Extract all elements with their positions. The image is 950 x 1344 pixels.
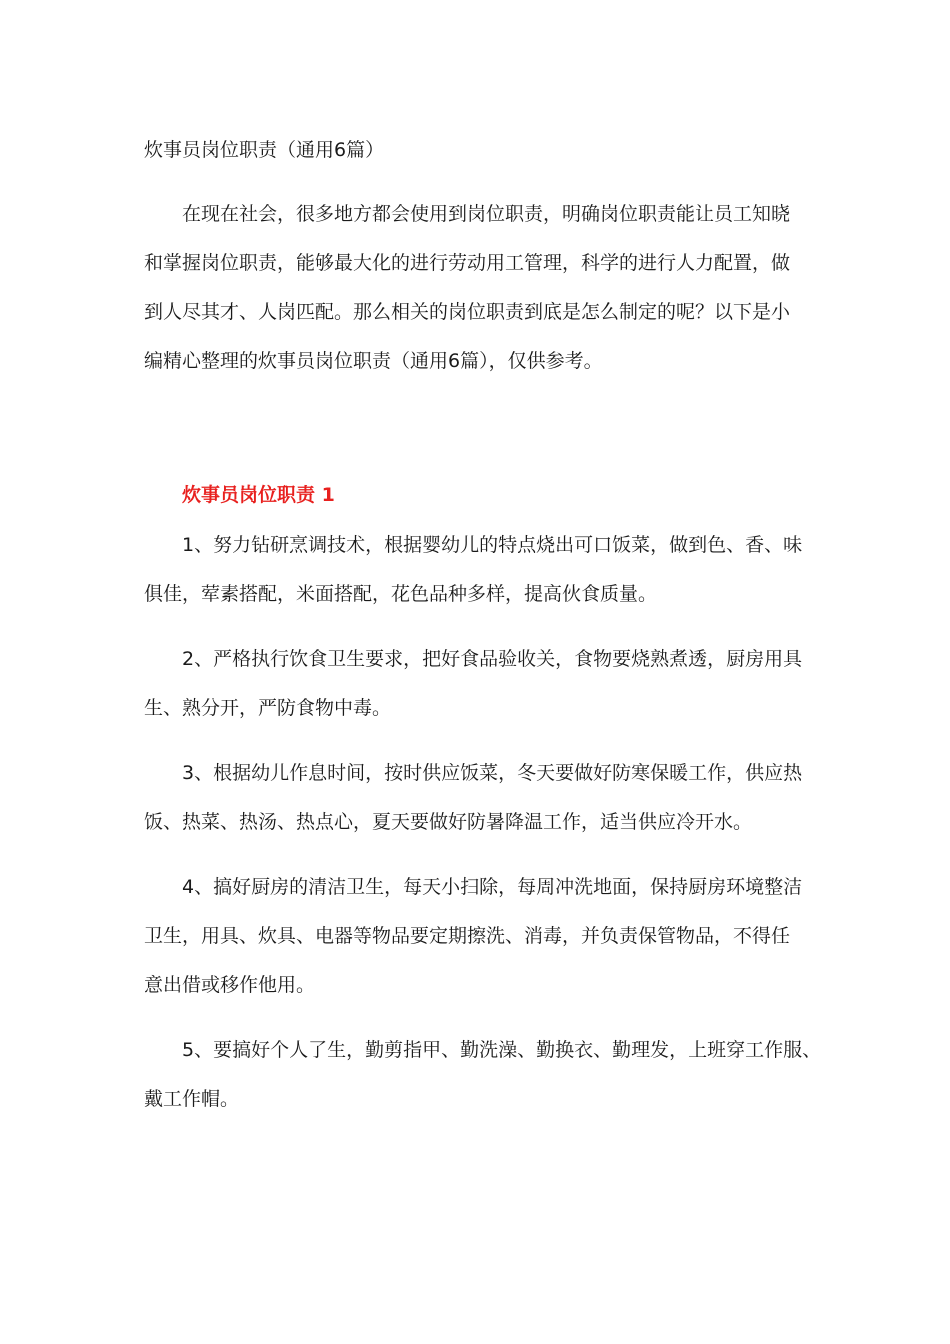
paragraph-line: 意出借或移作他用。 [144,974,316,996]
duty-item-5 [144,1026,822,1124]
paragraph-line: 3、根据幼儿作息时间，按时供应饭菜，冬天要做好防寒保暖工作，供应热 [182,762,803,784]
paragraph-line: 编精心整理的炊事员岗位职责（通用6篇），仅供参考。 [144,350,603,372]
duty-item-3 [144,749,816,847]
paragraph-line: 戴工作帽。 [144,1088,240,1110]
intro-paragraph [144,190,816,386]
duty-item-4 [144,863,816,1010]
paragraph-line: 在现在社会，很多地方都会使用到岗位职责，明确岗位职责能让员工知晓 [182,203,791,225]
duty-item-2 [144,635,816,733]
paragraph-line: 4、搞好厨房的清洁卫生，每天小扫除，每周冲洗地面，保持厨房环境整洁 [182,876,803,898]
paragraph-line: 生、熟分开，严防食物中毒。 [144,697,392,719]
document-title: 炊事员岗位职责（通用6篇） [144,139,385,161]
paragraph-line: 卫生，用具、炊具、电器等物品要定期擦洗、消毒，并负责保管物品，不得任 [144,925,791,947]
paragraph-line: 到人尽其才、人岗匹配。那么相关的岗位职责到底是怎么制定的呢？以下是小 [144,301,791,323]
paragraph-line: 2、严格执行饮食卫生要求，把好食品验收关，食物要烧熟煮透，厨房用具 [182,648,803,670]
paragraph-line: 和掌握岗位职责，能够最大化的进行劳动用工管理，科学的进行人力配置，做 [144,252,791,274]
paragraph-line: 饭、热菜、热汤、热点心，夏天要做好防暑降温工作，适当供应冷开水。 [144,811,753,833]
paragraph-line: 1、努力钻研烹调技术，根据婴幼儿的特点烧出可口饭菜，做到色、香、味 [182,534,803,556]
paragraph-line: 俱佳，荤素搭配，米面搭配，花色品种多样，提高伙食质量。 [144,583,658,605]
duty-item-1 [144,521,816,619]
paragraph-line: 5、要搞好个人了生，勤剪指甲、勤洗澡、勤换衣、勤理发，上班穿工作服、 [182,1039,822,1061]
section-heading: 炊事员岗位职责 1 [182,484,335,506]
